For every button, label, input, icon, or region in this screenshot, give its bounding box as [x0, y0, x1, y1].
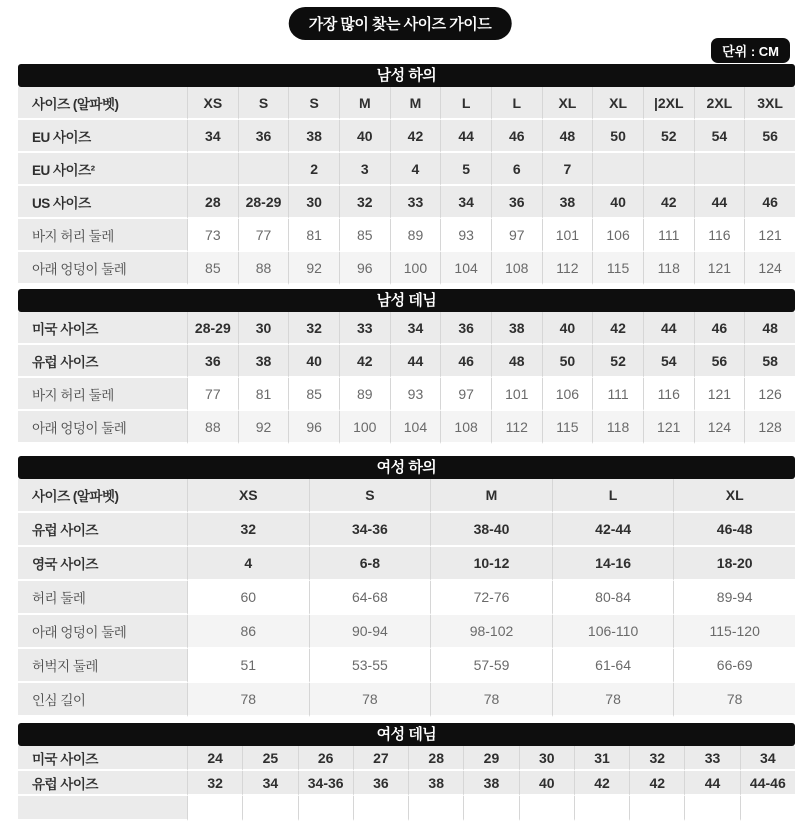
cell-value: 18-20 — [673, 547, 795, 581]
cell-value: M — [390, 87, 441, 120]
cell-value: 115-120 — [673, 615, 795, 649]
cell-value: 44-46 — [740, 771, 795, 796]
cell-value: 54 — [694, 120, 745, 153]
table-row — [18, 186, 795, 219]
cell-value: 44 — [643, 312, 694, 345]
cell-value: 44 — [440, 120, 491, 153]
cell-value: 42 — [339, 345, 390, 378]
cell-value: 34-36 — [309, 513, 431, 547]
cell-value: 48 — [744, 312, 795, 345]
cell-value: 116 — [643, 378, 694, 411]
cell-value: 100 — [390, 252, 441, 285]
cell-value: 112 — [491, 411, 542, 444]
cell-value: 34-36 — [298, 771, 353, 796]
cell-value: 10-12 — [430, 547, 552, 581]
cell-value: XS — [187, 479, 309, 513]
page-header — [0, 0, 800, 64]
cell-value: 40 — [592, 186, 643, 219]
cell-value: 85 — [187, 252, 238, 285]
cell-value: 124 — [694, 411, 745, 444]
cell-value: 98-102 — [430, 615, 552, 649]
cell-value: 7 — [542, 153, 593, 186]
cell-value: 26 — [298, 746, 353, 771]
cell-value: 34 — [740, 746, 795, 771]
cell-value: 32 — [187, 513, 309, 547]
cell-value: 4 — [187, 547, 309, 581]
table-row — [18, 312, 795, 345]
table-row — [18, 120, 795, 153]
cell-value: 33 — [339, 312, 390, 345]
cell-value: 56 — [744, 120, 795, 153]
table-title-bar: 남성 하의 — [18, 64, 795, 87]
cell-value: 78 — [187, 683, 309, 717]
cell-value: 32 — [339, 186, 390, 219]
table-row — [18, 87, 795, 120]
row-label: 미국 사이즈 — [18, 312, 187, 345]
row-label: EU 사이즈² — [18, 153, 187, 186]
cell-value: 121 — [744, 219, 795, 252]
cell-value: 38 — [288, 120, 339, 153]
size-table-section-0 — [18, 64, 795, 285]
table-title-bar: 여성 하의 — [18, 456, 795, 479]
cell-value: 72-76 — [430, 581, 552, 615]
cell-value: 66-69 — [673, 649, 795, 683]
cell-value: 81 — [288, 219, 339, 252]
cell-value: 36 — [187, 345, 238, 378]
cell-value: 104 — [390, 411, 441, 444]
row-label: 유럽 사이즈 — [18, 771, 187, 796]
cell-value: 34 — [187, 120, 238, 153]
cell-value: 111 — [592, 378, 643, 411]
cell-value: 93 — [390, 378, 441, 411]
row-label: 사이즈 (알파벳) — [18, 87, 187, 120]
table-row — [18, 411, 795, 444]
size-table — [18, 746, 795, 821]
row-label: 아래 엉덩이 둘레 — [18, 615, 187, 649]
cell-value: 100 — [339, 411, 390, 444]
cell-value: 89-94 — [673, 581, 795, 615]
cell-value: 31 — [574, 746, 629, 771]
cell-value: XL — [673, 479, 795, 513]
row-label: EU 사이즈 — [18, 120, 187, 153]
cell-value: 48 — [491, 345, 542, 378]
row-label: 미국 사이즈 — [18, 746, 187, 771]
cell-value: 28-29 — [187, 312, 238, 345]
cell-value: M — [430, 479, 552, 513]
page-title-badge: 가장 많이 찾는 사이즈 가이드 — [289, 7, 512, 40]
row-label: 유럽 사이즈 — [18, 513, 187, 547]
cell-value: 78 — [673, 683, 795, 717]
cell-value: 40 — [339, 120, 390, 153]
cell-value: 34 — [242, 771, 297, 796]
cell-value: 28 — [408, 746, 463, 771]
cell-value: 118 — [592, 411, 643, 444]
cell-value: 36 — [353, 771, 408, 796]
cell-value: 42 — [643, 186, 694, 219]
cell-value: 44 — [684, 771, 739, 796]
cell-value: 24 — [187, 746, 242, 771]
cell-value: 30 — [238, 312, 289, 345]
cell-value: XS — [187, 87, 238, 120]
row-label: 유럽 사이즈 — [18, 345, 187, 378]
cell-value: 104 — [440, 252, 491, 285]
cell-value: 118 — [643, 252, 694, 285]
cell-value: 6 — [491, 153, 542, 186]
size-table — [18, 87, 795, 285]
cell-value: 61-64 — [552, 649, 674, 683]
cell-value: 28-29 — [238, 186, 289, 219]
table-row — [18, 649, 795, 683]
cell-value: 14-16 — [552, 547, 674, 581]
cell-value: 4 — [390, 153, 441, 186]
cell-value: 78 — [430, 683, 552, 717]
cell-value: 96 — [339, 252, 390, 285]
cell-value: S — [238, 87, 289, 120]
cell-value: 112 — [542, 252, 593, 285]
cell-value: 92 — [238, 411, 289, 444]
cell-value — [238, 153, 289, 186]
cell-value: 124 — [744, 252, 795, 285]
cell-value: 38-40 — [430, 513, 552, 547]
cell-value: 50 — [542, 345, 593, 378]
table-row — [18, 771, 795, 796]
size-table-section-1 — [18, 289, 795, 444]
cell-value: 97 — [440, 378, 491, 411]
unit-badge: 단위 : CM — [711, 38, 790, 63]
size-table — [18, 479, 795, 717]
cell-value: 121 — [643, 411, 694, 444]
row-label: 아래 엉덩이 둘레 — [18, 252, 187, 285]
cell-value: 38 — [238, 345, 289, 378]
cell-value — [694, 153, 745, 186]
table-row — [18, 479, 795, 513]
cell-value: XL — [542, 87, 593, 120]
cell-value: 93 — [440, 219, 491, 252]
table-row — [18, 513, 795, 547]
cell-value: XL — [592, 87, 643, 120]
row-label: 바지 허리 둘레 — [18, 378, 187, 411]
cell-value: 42 — [390, 120, 441, 153]
cell-value — [592, 153, 643, 186]
row-label: 허리 둘레 — [18, 581, 187, 615]
cell-value: L — [440, 87, 491, 120]
cell-value: 40 — [542, 312, 593, 345]
cell-value: 5 — [440, 153, 491, 186]
row-label: US 사이즈 — [18, 186, 187, 219]
cell-value: 2 — [288, 153, 339, 186]
cell-value: 80-84 — [552, 581, 674, 615]
cell-value: 38 — [408, 771, 463, 796]
cell-value: 6-8 — [309, 547, 431, 581]
cell-value: 81 — [238, 378, 289, 411]
cell-value: 89 — [339, 378, 390, 411]
cell-value: 51 — [187, 649, 309, 683]
table-row — [18, 252, 795, 285]
table-row — [18, 683, 795, 717]
cell-value: S — [309, 479, 431, 513]
cell-value: 36 — [440, 312, 491, 345]
cell-value: 53-55 — [309, 649, 431, 683]
row-label: 영국 사이즈 — [18, 547, 187, 581]
cell-value: 46 — [491, 120, 542, 153]
cell-value: 92 — [288, 252, 339, 285]
cell-value: 46 — [694, 312, 745, 345]
cell-value: 32 — [288, 312, 339, 345]
table-row — [18, 746, 795, 771]
cell-value — [643, 153, 694, 186]
cell-value: L — [552, 479, 674, 513]
cell-value: 106 — [592, 219, 643, 252]
cell-value: 42 — [574, 771, 629, 796]
cell-value: 50 — [592, 120, 643, 153]
cell-value: 42-44 — [552, 513, 674, 547]
cell-value: 126 — [744, 378, 795, 411]
cell-value: 90-94 — [309, 615, 431, 649]
cell-value: 30 — [519, 746, 574, 771]
table-row — [18, 219, 795, 252]
cell-value: 88 — [187, 411, 238, 444]
cell-value: 38 — [542, 186, 593, 219]
cell-value: 89 — [390, 219, 441, 252]
cell-value: M — [339, 87, 390, 120]
cell-value: 96 — [288, 411, 339, 444]
cell-value: 77 — [238, 219, 289, 252]
row-label: 인심 길이 — [18, 683, 187, 717]
cell-value: 85 — [288, 378, 339, 411]
cell-value: 46-48 — [673, 513, 795, 547]
cell-value: 60 — [187, 581, 309, 615]
cell-value: 46 — [440, 345, 491, 378]
cell-value: 42 — [629, 771, 684, 796]
cell-value: 116 — [694, 219, 745, 252]
size-table-section-3 — [18, 723, 795, 821]
table-title-bar: 여성 데님 — [18, 723, 795, 746]
cell-value: |2XL — [643, 87, 694, 120]
table-row — [18, 378, 795, 411]
cell-value: 121 — [694, 378, 745, 411]
cell-value: 34 — [440, 186, 491, 219]
table-row — [18, 345, 795, 378]
cell-value: 52 — [592, 345, 643, 378]
cell-value: 54 — [643, 345, 694, 378]
cell-value: 34 — [390, 312, 441, 345]
cell-value: 33 — [684, 746, 739, 771]
tables — [18, 64, 795, 821]
cell-value: 40 — [288, 345, 339, 378]
cell-value: 42 — [592, 312, 643, 345]
cell-value: 2XL — [694, 87, 745, 120]
cell-value: 97 — [491, 219, 542, 252]
cell-value: 111 — [643, 219, 694, 252]
table-row — [18, 153, 795, 186]
cell-value: 106 — [542, 378, 593, 411]
cell-value: 58 — [744, 345, 795, 378]
cell-value: 48 — [542, 120, 593, 153]
cell-value: 78 — [552, 683, 674, 717]
cell-value: L — [491, 87, 542, 120]
cell-value: 29 — [463, 746, 518, 771]
cell-value: 46 — [744, 186, 795, 219]
cell-value: 77 — [187, 378, 238, 411]
cell-value: 3XL — [744, 87, 795, 120]
cell-value: 38 — [463, 771, 518, 796]
cell-value: 106-110 — [552, 615, 674, 649]
cell-value: 115 — [542, 411, 593, 444]
cell-value: 78 — [309, 683, 431, 717]
row-label: 아래 엉덩이 둘레 — [18, 411, 187, 444]
cell-value: 86 — [187, 615, 309, 649]
size-table — [18, 312, 795, 444]
cell-value: 108 — [440, 411, 491, 444]
cell-value: 32 — [187, 771, 242, 796]
cell-value: S — [288, 87, 339, 120]
cell-value: 115 — [592, 252, 643, 285]
row-label: 사이즈 (알파벳) — [18, 479, 187, 513]
cell-value: 25 — [242, 746, 297, 771]
cell-value: 73 — [187, 219, 238, 252]
cell-value: 44 — [694, 186, 745, 219]
cell-value: 56 — [694, 345, 745, 378]
cell-value: 33 — [390, 186, 441, 219]
size-table-section-2 — [18, 456, 795, 717]
cell-value: 28 — [187, 186, 238, 219]
cell-value: 36 — [238, 120, 289, 153]
cell-value: 27 — [353, 746, 408, 771]
cell-value: 57-59 — [430, 649, 552, 683]
cell-value: 121 — [694, 252, 745, 285]
cell-value: 85 — [339, 219, 390, 252]
cell-value: 64-68 — [309, 581, 431, 615]
cell-value: 36 — [491, 186, 542, 219]
cell-value — [187, 153, 238, 186]
table-row — [18, 581, 795, 615]
row-label: 바지 허리 둘레 — [18, 219, 187, 252]
row-label: 허벅지 둘레 — [18, 649, 187, 683]
cell-value: 101 — [491, 378, 542, 411]
table-title-bar: 남성 데님 — [18, 289, 795, 312]
cell-value: 128 — [744, 411, 795, 444]
cell-value: 52 — [643, 120, 694, 153]
table-row — [18, 547, 795, 581]
cell-value: 101 — [542, 219, 593, 252]
cell-value: 44 — [390, 345, 441, 378]
cell-value: 32 — [629, 746, 684, 771]
cell-value: 38 — [491, 312, 542, 345]
cell-value: 30 — [288, 186, 339, 219]
cell-value: 88 — [238, 252, 289, 285]
table-row — [18, 615, 795, 649]
cell-value: 40 — [519, 771, 574, 796]
cell-value: 108 — [491, 252, 542, 285]
cell-value — [744, 153, 795, 186]
cell-value: 3 — [339, 153, 390, 186]
